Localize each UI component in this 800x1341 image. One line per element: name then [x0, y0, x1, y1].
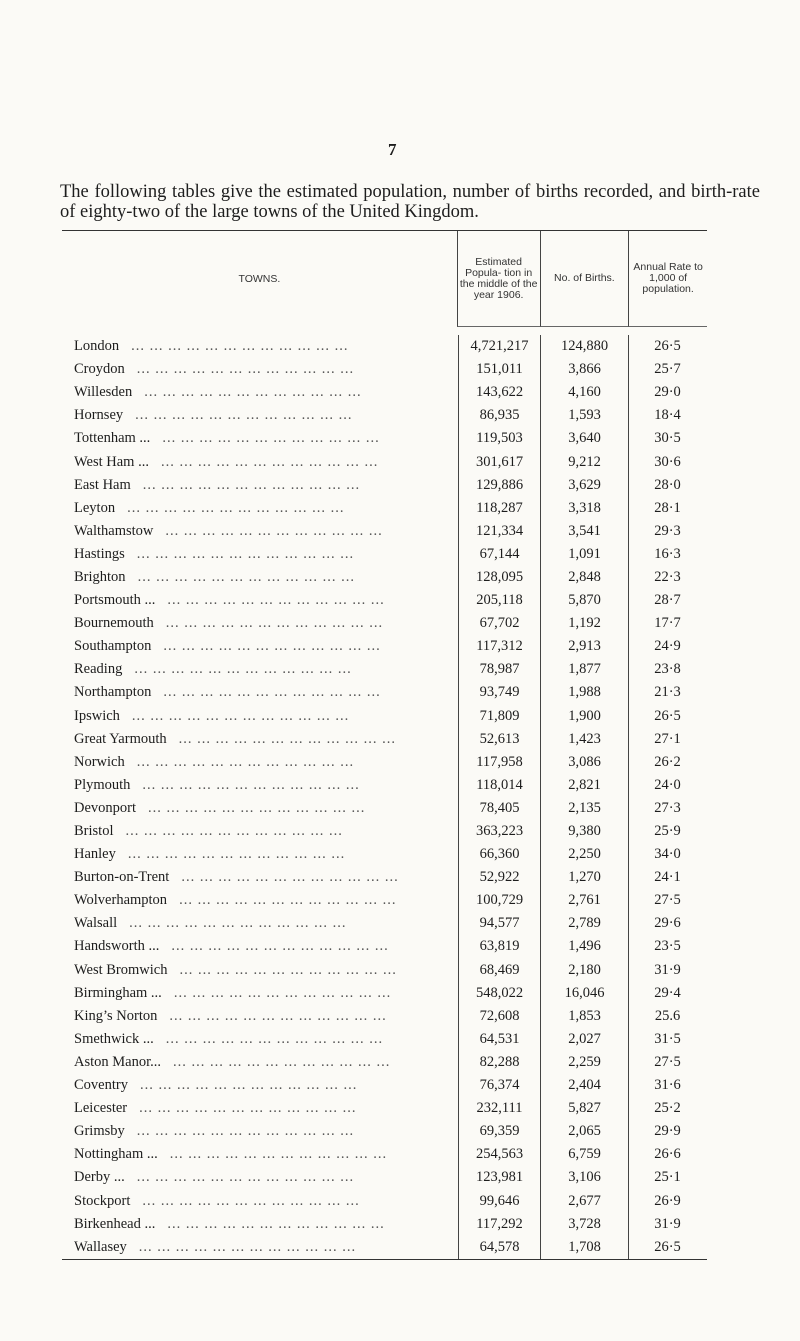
- population-value: 119,503: [476, 430, 523, 447]
- table-row: [62, 982, 707, 1005]
- population-value: 548,022: [475, 984, 524, 1001]
- table-row: [62, 797, 707, 820]
- leader-dots: ... ... ... ... ... ... ... ... ... ... ... ...: [169, 1007, 387, 1024]
- population-value: 64,578: [479, 1238, 520, 1255]
- births-value: 2,761: [568, 892, 601, 909]
- births-value: 3,106: [568, 1169, 601, 1186]
- leader-dots: ... ... ... ... ... ... ... ... ... ... ... ...: [181, 869, 399, 886]
- births-value: 3,086: [568, 753, 601, 770]
- births-value: 2,821: [568, 776, 601, 793]
- population-value: 69,359: [479, 1123, 520, 1140]
- population-value: 117,312: [476, 638, 523, 655]
- rate-value: 26·2: [654, 753, 681, 770]
- town-name: Smethwick ...: [74, 1030, 154, 1047]
- town-name: Nottingham ...: [74, 1146, 158, 1163]
- population-value: 67,702: [479, 615, 520, 632]
- births-value: 5,827: [568, 1100, 601, 1117]
- births-value: 1,423: [568, 730, 601, 747]
- table-row: [62, 427, 707, 450]
- town-name: Willesden: [74, 384, 133, 401]
- population-value: 151,011: [476, 361, 523, 378]
- leader-dots: ... ... ... ... ... ... ... ... ... ... ... ...: [173, 1053, 391, 1070]
- population-value: 72,608: [479, 1007, 520, 1024]
- leader-dots: ... ... ... ... ... ... ... ... ... ... ... ...: [171, 938, 389, 955]
- leader-dots: ... ... ... ... ... ... ... ... ... ... ... ...: [179, 961, 397, 978]
- table-row: [62, 520, 707, 543]
- table-row: [62, 589, 707, 612]
- population-value: 4,721,217: [470, 338, 529, 355]
- births-value: 1,593: [568, 407, 601, 424]
- table-row: [62, 566, 707, 589]
- rate-value: 26·9: [654, 1192, 681, 1209]
- table-row: [62, 843, 707, 866]
- population-value: 143,622: [475, 384, 524, 401]
- leader-dots: ... ... ... ... ... ... ... ... ... ... ... ...: [165, 522, 383, 539]
- table-row: [62, 728, 707, 751]
- town-name: Ipswich: [74, 707, 120, 724]
- population-value: 118,014: [476, 776, 523, 793]
- leader-dots: ... ... ... ... ... ... ... ... ... ... ... ...: [137, 568, 355, 585]
- town-name: Stockport: [74, 1192, 131, 1209]
- population-value: 86,935: [479, 407, 520, 424]
- births-value: 3,318: [568, 499, 601, 516]
- town-name: Hanley: [74, 846, 116, 863]
- leader-dots: ... ... ... ... ... ... ... ... ... ... ... ...: [139, 1100, 357, 1117]
- rate-value: 31·9: [654, 961, 681, 978]
- rate-value: 25·9: [654, 823, 681, 840]
- leader-dots: ... ... ... ... ... ... ... ... ... ... ... ...: [129, 915, 347, 932]
- rate-value: 29·9: [654, 1123, 681, 1140]
- leader-dots: ... ... ... ... ... ... ... ... ... ... ... ...: [160, 453, 379, 470]
- leader-dots: ... ... ... ... ... ... ... ... ... ... ... ...: [136, 1123, 355, 1140]
- town-name: Coventry: [74, 1077, 128, 1094]
- table-row: [62, 381, 707, 404]
- town-name: King’s Norton: [74, 1007, 158, 1024]
- town-name: Birkenhead ...: [74, 1215, 156, 1232]
- table-row: [62, 612, 707, 635]
- leader-dots: ... ... ... ... ... ... ... ... ... ... ... ...: [142, 1192, 360, 1209]
- town-name: Croydon: [74, 361, 125, 378]
- leader-dots: ... ... ... ... ... ... ... ... ... ... ... ...: [131, 707, 350, 724]
- rate-value: 31·9: [654, 1215, 681, 1232]
- town-name: Northampton: [74, 684, 152, 701]
- town-name: Leicester: [74, 1100, 128, 1117]
- births-value: 2,250: [568, 846, 601, 863]
- births-value: 2,848: [568, 568, 601, 585]
- births-value: 3,640: [568, 430, 601, 447]
- town-name: Portsmouth ...: [74, 592, 156, 609]
- population-value: 68,469: [479, 961, 520, 978]
- population-value: 93,749: [479, 684, 520, 701]
- population-value: 232,111: [476, 1100, 523, 1117]
- population-value: 254,563: [475, 1146, 524, 1163]
- population-value: 82,288: [479, 1053, 520, 1070]
- population-value: 301,617: [475, 453, 524, 470]
- leader-dots: ... ... ... ... ... ... ... ... ... ... ... ...: [136, 1169, 355, 1186]
- town-name: Hornsey: [74, 407, 124, 424]
- table-row: [62, 1097, 707, 1120]
- town-name: Plymouth: [74, 776, 131, 793]
- births-value: 9,212: [568, 453, 601, 470]
- header-births: No. of Births.: [540, 231, 629, 327]
- births-value: 3,728: [568, 1215, 601, 1232]
- town-name: Birmingham ...: [74, 984, 162, 1001]
- town-name: Hastings: [74, 545, 125, 562]
- town-name: Reading: [74, 661, 123, 678]
- leader-dots: ... ... ... ... ... ... ... ... ... ... ... ...: [127, 846, 346, 863]
- rate-value: 23·8: [654, 661, 681, 678]
- header-towns: TOWNS.: [238, 272, 281, 285]
- rate-value: 22·3: [654, 568, 681, 585]
- leader-dots: ... ... ... ... ... ... ... ... ... ... ... ...: [179, 892, 397, 909]
- table-row: [62, 681, 707, 704]
- population-value: 67,144: [479, 545, 520, 562]
- leader-dots: ... ... ... ... ... ... ... ... ... ... ... ...: [134, 661, 352, 678]
- population-value: 205,118: [476, 592, 523, 609]
- population-value: 118,287: [476, 499, 523, 516]
- leader-dots: ... ... ... ... ... ... ... ... ... ... ... ...: [167, 592, 385, 609]
- table-row: [62, 543, 707, 566]
- table-header: [62, 231, 707, 327]
- population-value: 52,613: [479, 730, 520, 747]
- rate-value: 28·7: [654, 592, 681, 609]
- rate-value: 31·5: [654, 1030, 681, 1047]
- births-value: 16,046: [564, 984, 605, 1001]
- header-rate: Annual Rate to 1,000 of population.: [628, 231, 707, 327]
- town-name: East Ham: [74, 476, 131, 493]
- table-row: [62, 959, 707, 982]
- leader-dots: ... ... ... ... ... ... ... ... ... ... ... ...: [136, 361, 355, 378]
- population-value: 121,334: [475, 522, 524, 539]
- town-name: Burton-on-Trent: [74, 869, 170, 886]
- town-name: Handsworth ...: [74, 938, 160, 955]
- births-value: 3,541: [568, 522, 601, 539]
- town-name: Southampton: [74, 638, 152, 655]
- leader-dots: ... ... ... ... ... ... ... ... ... ... ... ...: [178, 730, 397, 747]
- births-value: 1,900: [568, 707, 601, 724]
- town-name: Walthamstow: [74, 522, 154, 539]
- table-row: [62, 935, 707, 958]
- table-body: [62, 327, 707, 1259]
- births-value: 9,380: [568, 823, 601, 840]
- births-value: 2,404: [568, 1077, 601, 1094]
- rate-value: 27·5: [654, 892, 681, 909]
- rate-value: 29·3: [654, 522, 681, 539]
- rate-value: 29·4: [654, 984, 681, 1001]
- town-name: Leyton: [74, 499, 116, 516]
- town-name: Devonport: [74, 799, 137, 816]
- rate-value: 16·3: [654, 545, 681, 562]
- leader-dots: ... ... ... ... ... ... ... ... ... ... ... ...: [148, 799, 366, 816]
- leader-dots: ... ... ... ... ... ... ... ... ... ... ... ...: [131, 338, 349, 355]
- leader-dots: ... ... ... ... ... ... ... ... ... ... ... ...: [136, 545, 355, 562]
- town-name: Brighton: [74, 568, 126, 585]
- birth-rate-table: [62, 230, 707, 1260]
- rate-value: 24·9: [654, 638, 681, 655]
- table-row: [62, 474, 707, 497]
- rate-value: 17·7: [654, 615, 681, 632]
- leader-dots: ... ... ... ... ... ... ... ... ... ... ... ...: [173, 984, 392, 1001]
- rate-value: 26·5: [654, 1238, 681, 1255]
- leader-dots: ... ... ... ... ... ... ... ... ... ... ... ...: [136, 753, 355, 770]
- births-value: 2,135: [568, 799, 601, 816]
- table-row: [62, 635, 707, 658]
- town-name: Norwich: [74, 753, 125, 770]
- leader-dots: ... ... ... ... ... ... ... ... ... ... ... ...: [167, 1215, 385, 1232]
- births-value: 1,192: [568, 615, 601, 632]
- table-row: [62, 1074, 707, 1097]
- rate-value: 30·6: [654, 453, 681, 470]
- leader-dots: ... ... ... ... ... ... ... ... ... ... ... ...: [125, 823, 343, 840]
- population-value: 128,095: [475, 568, 524, 585]
- table-row: [62, 1051, 707, 1074]
- leader-dots: ... ... ... ... ... ... ... ... ... ... ... ...: [142, 476, 361, 493]
- rate-value: 18·4: [654, 407, 681, 424]
- town-name: London: [74, 338, 120, 355]
- population-value: 76,374: [479, 1077, 520, 1094]
- population-value: 52,922: [479, 869, 520, 886]
- population-value: 129,886: [475, 476, 524, 493]
- population-value: 78,405: [479, 799, 520, 816]
- table-row: [62, 335, 707, 358]
- town-name: Aston Manor...: [74, 1053, 161, 1070]
- births-value: 1,091: [568, 545, 601, 562]
- births-value: 2,180: [568, 961, 601, 978]
- intro-paragraph: The following tables give the estimated population, number of births recorded, and birth-rate of eighty-two of the large towns of the United Kingdom.: [60, 182, 760, 222]
- rate-value: 28·0: [654, 476, 681, 493]
- table-row: [62, 1120, 707, 1143]
- rate-value: 24·1: [654, 869, 681, 886]
- rate-value: 29·6: [654, 915, 681, 932]
- population-value: 123,981: [475, 1169, 524, 1186]
- rate-value: 25.6: [654, 1007, 681, 1024]
- town-name: Walsall: [74, 915, 118, 932]
- births-value: 2,027: [568, 1030, 601, 1047]
- population-value: 71,809: [479, 707, 520, 724]
- table-row: [62, 450, 707, 473]
- rate-value: 29·0: [654, 384, 681, 401]
- leader-dots: ... ... ... ... ... ... ... ... ... ... ... ...: [169, 1146, 388, 1163]
- town-name: West Bromwich: [74, 961, 168, 978]
- town-name: West Ham ...: [74, 453, 149, 470]
- leader-dots: ... ... ... ... ... ... ... ... ... ... ... ...: [144, 384, 362, 401]
- leader-dots: ... ... ... ... ... ... ... ... ... ... ... ...: [135, 407, 353, 424]
- population-value: 117,292: [476, 1215, 523, 1232]
- population-value: 66,360: [479, 846, 520, 863]
- rate-value: 27·1: [654, 730, 681, 747]
- rate-value: 23·5: [654, 938, 681, 955]
- table-row: [62, 705, 707, 728]
- table-row: [62, 1143, 707, 1166]
- population-value: 64,531: [479, 1030, 520, 1047]
- town-name: Great Yarmouth: [74, 730, 167, 747]
- population-value: 117,958: [476, 753, 523, 770]
- town-name: Bristol: [74, 823, 114, 840]
- births-value: 3,866: [568, 361, 601, 378]
- rate-value: 27·5: [654, 1053, 681, 1070]
- rate-value: 26·6: [654, 1146, 681, 1163]
- table-row: [62, 820, 707, 843]
- births-value: 2,677: [568, 1192, 601, 1209]
- births-value: 4,160: [568, 384, 601, 401]
- table-row: [62, 751, 707, 774]
- population-value: 63,819: [479, 938, 520, 955]
- births-value: 2,065: [568, 1123, 601, 1140]
- rate-value: 27·3: [654, 799, 681, 816]
- rate-value: 31·6: [654, 1077, 681, 1094]
- births-value: 1,853: [568, 1007, 601, 1024]
- births-value: 1,270: [568, 869, 601, 886]
- rate-value: 25·2: [654, 1100, 681, 1117]
- rate-value: 24·0: [654, 776, 681, 793]
- town-name: Tottenham ...: [74, 430, 151, 447]
- births-value: 124,880: [560, 338, 609, 355]
- table-row: [62, 1166, 707, 1189]
- rate-value: 34·0: [654, 846, 681, 863]
- rate-value: 25·7: [654, 361, 681, 378]
- leader-dots: ... ... ... ... ... ... ... ... ... ... ... ...: [165, 1030, 384, 1047]
- leader-dots: ... ... ... ... ... ... ... ... ... ... ... ...: [165, 615, 384, 632]
- births-value: 1,877: [568, 661, 601, 678]
- births-value: 1,708: [568, 1238, 601, 1255]
- rate-value: 30·5: [654, 430, 681, 447]
- table-row: [62, 658, 707, 681]
- rate-value: 26·5: [654, 338, 681, 355]
- population-value: 100,729: [475, 892, 524, 909]
- table-row: [62, 404, 707, 427]
- leader-dots: ... ... ... ... ... ... ... ... ... ... ... ...: [163, 638, 381, 655]
- population-value: 363,223: [475, 823, 524, 840]
- table-row: [62, 1213, 707, 1236]
- table-row: [62, 1005, 707, 1028]
- leader-dots: ... ... ... ... ... ... ... ... ... ... ... ...: [162, 430, 380, 447]
- town-name: Grimsby: [74, 1123, 125, 1140]
- table-row: [62, 358, 707, 381]
- leader-dots: ... ... ... ... ... ... ... ... ... ... ... ...: [138, 1238, 357, 1255]
- births-value: 2,789: [568, 915, 601, 932]
- table-row: [62, 1028, 707, 1051]
- leader-dots: ... ... ... ... ... ... ... ... ... ... ... ...: [139, 1077, 358, 1094]
- table-row: [62, 912, 707, 935]
- table-row: [62, 774, 707, 797]
- rate-value: 28·1: [654, 499, 681, 516]
- table-row: [62, 866, 707, 889]
- births-value: 2,913: [568, 638, 601, 655]
- town-name: Wolverhampton: [74, 892, 168, 909]
- header-population: Estimated Popula- tion in the middle of the year 1906.: [457, 231, 540, 327]
- births-value: 2,259: [568, 1053, 601, 1070]
- births-value: 3,629: [568, 476, 601, 493]
- table-row: [62, 889, 707, 912]
- leader-dots: ... ... ... ... ... ... ... ... ... ... ... ...: [127, 499, 345, 516]
- births-value: 1,988: [568, 684, 601, 701]
- leader-dots: ... ... ... ... ... ... ... ... ... ... ... ...: [163, 684, 381, 701]
- town-name: Bournemouth: [74, 615, 154, 632]
- births-value: 6,759: [568, 1146, 601, 1163]
- table-row: [62, 1236, 707, 1259]
- page-number: 7: [388, 140, 397, 159]
- table-row: [62, 1189, 707, 1212]
- leader-dots: ... ... ... ... ... ... ... ... ... ... ... ...: [142, 776, 360, 793]
- births-value: 5,870: [568, 592, 601, 609]
- town-name: Derby ...: [74, 1169, 125, 1186]
- population-value: 94,577: [479, 915, 520, 932]
- town-name: Wallasey: [74, 1238, 127, 1255]
- rate-value: 26·5: [654, 707, 681, 724]
- births-value: 1,496: [568, 938, 601, 955]
- population-value: 99,646: [479, 1192, 520, 1209]
- rate-value: 21·3: [654, 684, 681, 701]
- population-value: 78,987: [479, 661, 520, 678]
- rate-value: 25·1: [654, 1169, 681, 1186]
- table-row: [62, 497, 707, 520]
